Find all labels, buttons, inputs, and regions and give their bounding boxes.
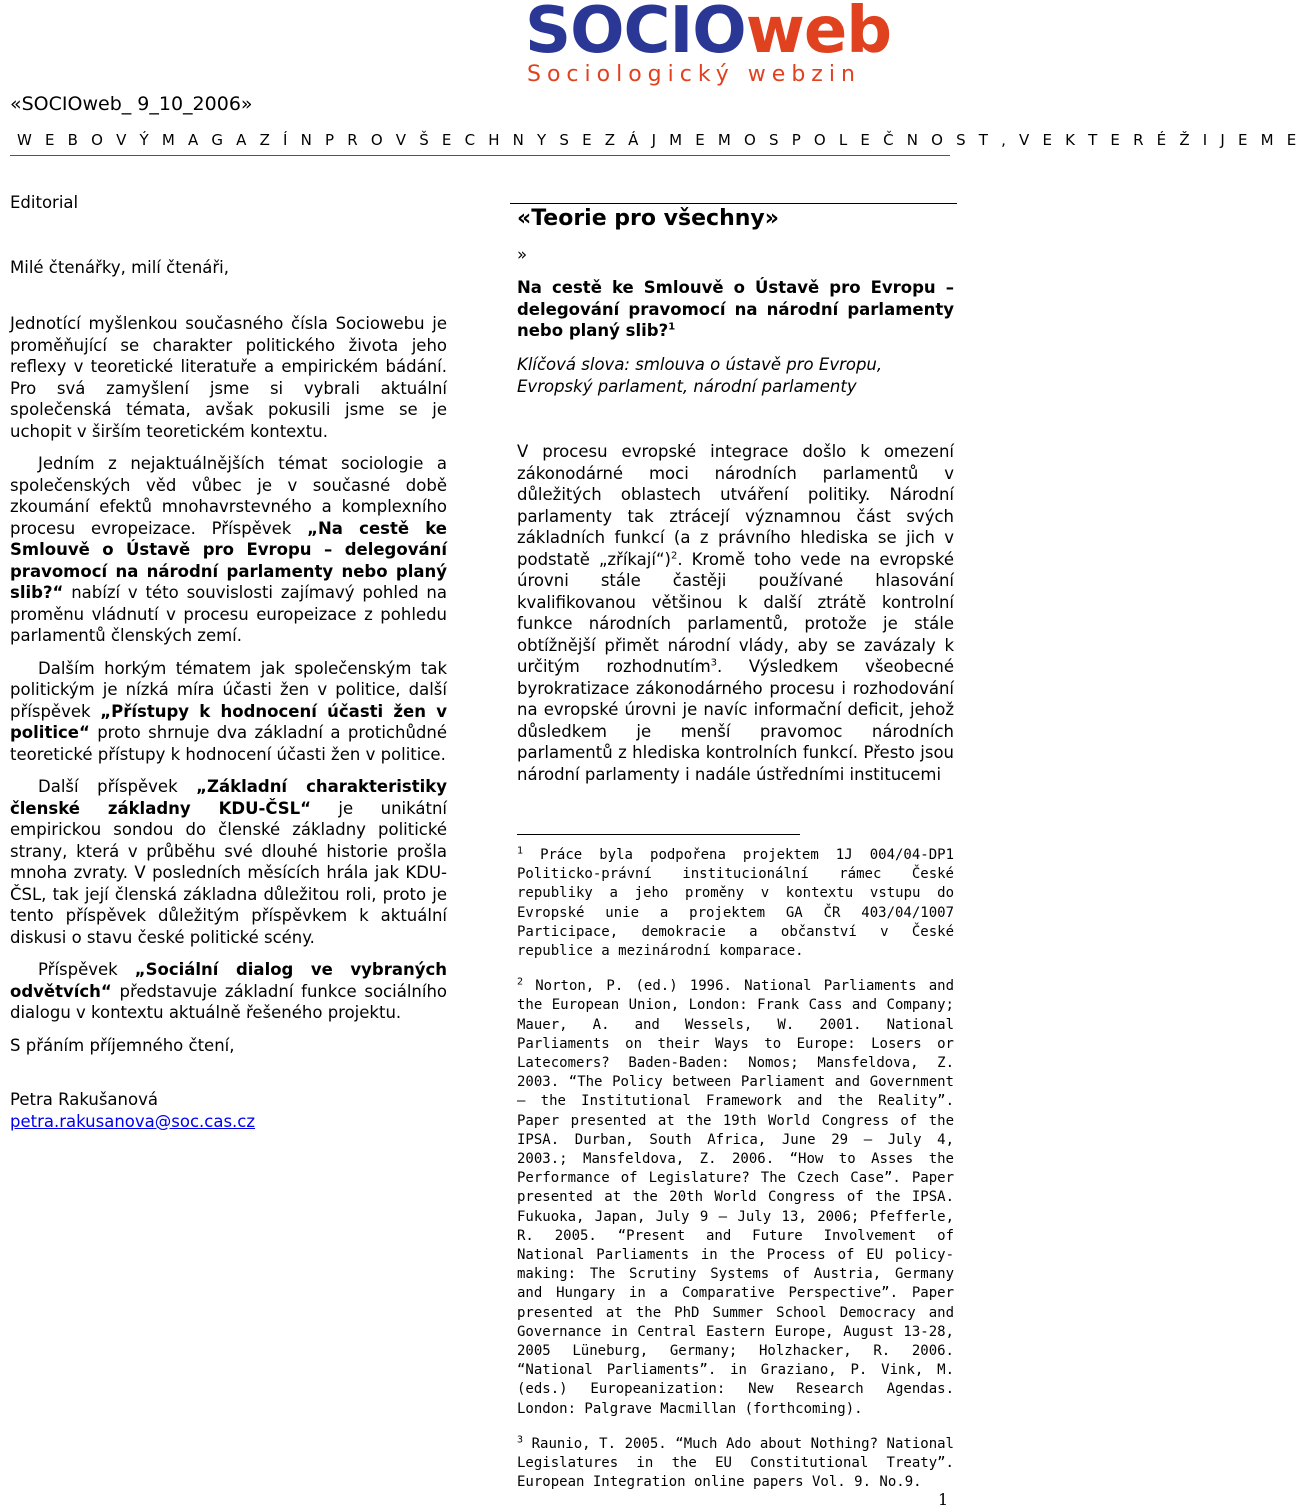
editorial-paragraph: Příspěvek „Sociální dialog ve vybraných odvětvích“ představuje základní funkce sociálního dialogu v kontextu aktuálně řešeného projektu. bbox=[10, 960, 447, 1022]
footnote-ref: 3 bbox=[710, 657, 718, 669]
footnote: $^1$ Práce byla podpořena projektem 1J 004/04-DP1 Politicko-právní institucionální rámec České republiky a jeho proměny v kontextu vstupu do Evropské unie a projektem GA ČR 403/04/1007 Participace, demokracie a občanství v České republice a mezinárodní komparace. bbox=[517, 845, 954, 960]
socioweb-logo bbox=[525, 0, 950, 95]
footnotes bbox=[517, 846, 954, 1504]
author-name: Petra Rakušanová bbox=[10, 1090, 158, 1109]
editorial-paragraph: Jednotící myšlenkou současného čísla Sociowebu je proměňující se charakter politického života jeho reflexy v teoretické literatuře a empirickém bádání. Pro svá zamyšlení jsme si vybrali aktuální společenská témata, avšak pokusili jsme se je uchopit v širším teoretickém kontextu. bbox=[10, 314, 447, 441]
section-mark: » bbox=[517, 245, 528, 264]
article-title: Na cestě ke Smlouvě o Ústavě pro Evropu – delegování pravomocí na národní parlamenty nebo planý slib?$^1$ bbox=[517, 278, 954, 340]
closing-line: S přáním příjemného čtení, bbox=[10, 1035, 235, 1055]
footnote: $^2$ Norton, P. (ed.) 1996. National Parliaments and the European Union, London: Frank Cass and Company; Mauer, A. and Wessels, W. 2001. National Parliaments on their Ways to Europe: Losers or Latecomers? Baden-Baden: Nomos; Mansfeldova, Z. 2003. “The Policy between Parliament and Government – the Institutional Framework and the Reality”. Paper presented at the 19th World Congress of the IPSA. Durban, South Africa, June 29 – July 4, 2003.; Mansfeldova, Z. 2006. “How to Asses the Performance of Legislature? The Czech Case”. Paper presented at the 20th World Congress of the IPSA. Fukuoka, Japan, July 9 – July 13, 2006; Pfefferle, R. 2005. “Present and Future Involvement of National Parliaments in the Process of EU policy-making: The Scrutiny Systems of Austria, Germany and Hungary in a Comparative Perspective”. Paper presented at the PhD Summer School Democracy and Governance in Central Eastern Europe, August 13-28, 2005 Lüneburg, Germany; Holzhacker, R. 2006. “National Parliaments”. in Graziano, P. Vink, M. (eds.) Europeanization: New Research Agendas. London: Palgrave Macmillan (forthcoming). bbox=[517, 976, 954, 1417]
greeting: Milé čtenářky, milí čtenáři, bbox=[10, 257, 230, 277]
header-divider bbox=[10, 155, 950, 156]
footnote: $^3$ Raunio, T. 2005. “Much Ado about Nothing? National Legislatures in the EU Constitutional Treaty”. European Integration online papers Vol. 9. No.9. bbox=[517, 1434, 954, 1491]
footnote-ref: 2 bbox=[670, 550, 678, 561]
article-body: V procesu evropské integrace došlo k omezení zákonodárné moci národních parlamentů v důležitých oblastech utváření politiky. Národní parlamenty tak ztrácejí významnou část svých základních funkcí (a z právního hlediska se jich v podstatě „zříkají“)$^2$. Kromě toho vede na evropské úrovni stále častěji používané hlasování kvalifikovanou většinou k další ztrátě kontrolní funkce národních parlamentů, protože je stále obtížnější přimět národní vlády, aby se zavázaly k určitým rozhodnutím$^3$. Výsledkem všeobecné byrokratizace zákonodárného procesu i rozhodování na evropské úrovni je navíc informační deficit, jehož důsledkem je menší pravomoc národních parlamentů z hlediska kontrolních funkcí. Přesto jsou národní parlamenty i nadále ústředními institucemi bbox=[517, 442, 954, 784]
logo-subtitle: Sociologický webzin bbox=[527, 62, 861, 87]
article-keywords: Klíčová slova: smlouva o ústavě pro Evropu, Evropský parlament, národní parlamenty bbox=[517, 355, 883, 396]
editorial-paragraph: Další příspěvek „Základní charakteristiky členské základny KDU-ČSL“ je unikátní empirickou sondou do členské základny politické strany, která v průběhu své dlouhé historie prošla mnoha zvraty. V posledních měsících hrála jak KDU-ČSL, tak její členská základna důležitou roli, proto je tento příspěvek důležitým příspěvkem k aktuální diskusi o stavu české politické scény. bbox=[10, 777, 447, 947]
editorial-heading: Editorial bbox=[10, 193, 79, 212]
section-title: «Teorie pro všechny» bbox=[517, 206, 779, 231]
editorial-paragraph: Dalším horkým tématem jak společenským tak politickým je nízká míra účasti žen v politice, další příspěvek „Přístupy k hodnocení účasti žen v politice“ proto shrnuje dva základní a protichůdné teoretické přístupy k hodnocení účasti žen v politice. bbox=[10, 658, 447, 764]
editorial-column bbox=[10, 192, 447, 1132]
logo-wordmark: SOCIOweb bbox=[525, 0, 892, 68]
page-number: 1 bbox=[938, 1490, 949, 1509]
editorial-paragraph: Jedním z nejaktuálnějších témat sociologie a společenských věd vůbec je v současné době zkoumání efektů mnohavrstevného a komplexního procesu evropeizace. Příspěvek „Na cestě ke Smlouvě o Ústavě pro Evropu – delegování pravomocí na národní parlamenty nebo planý slib?“ nabízí v této souvislosti zajímavý pohled na proměnu vládnutí v procesu europeizace z pohledu parlamentů členských zemí. bbox=[10, 454, 447, 645]
footnote-separator bbox=[517, 834, 800, 835]
author-email-link[interactable]: petra.rakusanova@soc.cas.cz bbox=[10, 1111, 256, 1131]
footnote-ref: 1 bbox=[668, 321, 676, 333]
tagline: W E B O V Ý M A G A Z Í N P R O V Š E C H N Y S E Z Á J M E M O S P O L E Č N O S T , V E K T E R É Ž I J E M E bbox=[17, 131, 1300, 149]
issue-label: «SOCIOweb_ 9_10_2006» bbox=[10, 93, 253, 115]
